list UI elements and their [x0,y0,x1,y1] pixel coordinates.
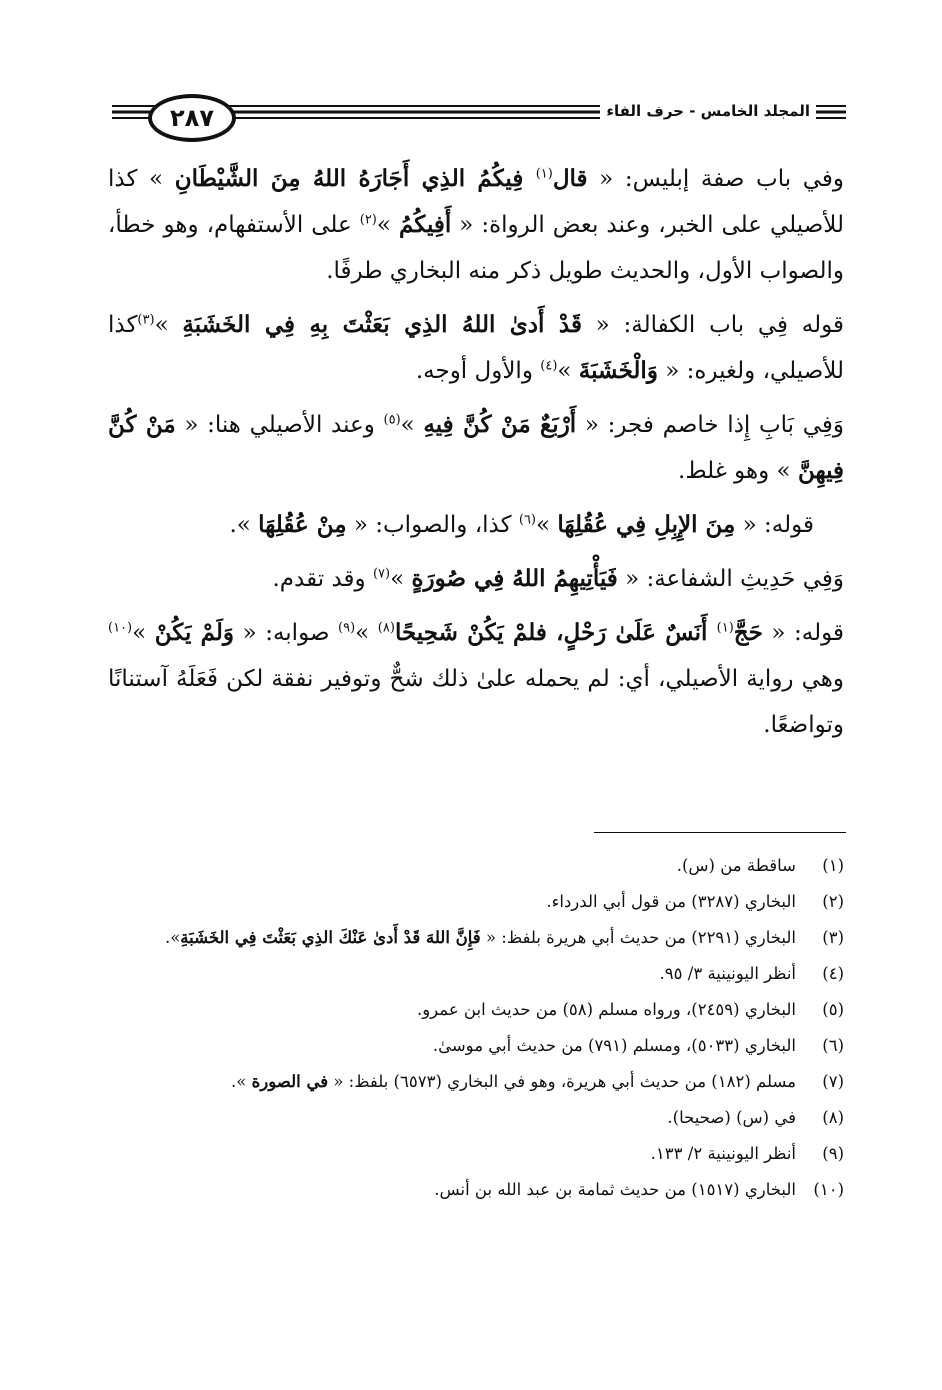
footnote-marker: (٨) [377,620,395,636]
footnote-marker: (٦) [518,512,536,528]
footnote [108,1172,844,1208]
header-rule-lines [0,0,942,150]
footnote-number: (١٠) [813,1180,844,1199]
footnote [108,1100,844,1136]
paragraph [108,610,844,748]
text-run: على الأستفهام، وهو خطأ، والصواب الأول، والحديث طويل ذكر منه البخاري طرفًا. [108,212,844,284]
footnote-number: (٨) [822,1108,844,1127]
footnote-number: (٩) [822,1144,844,1163]
footnote-number: (٣) [822,928,844,947]
footnote-text [108,956,796,992]
footnote [108,1028,844,1064]
footnote-text [108,1100,796,1136]
text-run: ». [164,928,181,947]
footnote-marker: (٥) [383,412,401,428]
text-run: ». [229,512,259,538]
text-run: وفي باب صفة إبليس: « [587,166,845,192]
text-run: » [536,512,558,538]
footnote-marker: (٧) [372,566,391,582]
quoted-text: في الصورة [251,1072,329,1091]
footnote-marker: (٩) [338,620,356,636]
text-run: ساقطة من (س). [676,856,796,875]
text-run: كذا، والصواب: « [346,512,519,538]
text-run: وهي رواية الأصيلي، أي: لم يحمله علىٰ ذلك شحٌّ وتوفير نفقة لكن فَعَلَهُ آستنانًا وتواضعًا. [108,666,844,738]
footnote-marker: (٢) [359,212,377,228]
text-run: قوله: « [735,512,814,538]
footnote-text [108,848,796,884]
paragraph [108,402,844,494]
text-run: كذا للأصيلي، ولغيره: « [108,312,844,384]
footnote-number: (٤) [822,964,844,983]
text-run: قوله: « [762,620,844,646]
footnote-separator [594,832,846,833]
footnote-marker: (١) [535,166,553,182]
footnote-text [108,992,796,1028]
page-header [0,0,942,150]
paragraph [108,156,844,294]
text-run: أنظر اليونينية ٣/ ٩٥. [659,964,796,983]
text-run: ». [231,1072,252,1091]
text-run: » [557,358,579,384]
quoted-text: أَنَسٌ عَلَىٰ رَحْلٍ، فلمْ يَكُنْ شَحِيحًا [394,619,717,646]
text-run: في (س) (صحيحا). [667,1108,796,1127]
footnote [108,956,844,992]
quoted-text: قال [552,165,588,192]
running-title: المجلد الخامس - حرف الفاء [600,102,816,120]
text-run: مسلم (١٨٢) من حديث أبي هريرة، وهو في البخاري (٦٥٧٣) بلفظ: « [328,1072,796,1091]
footnote-marker: (٤) [540,358,558,374]
quoted-text: أَفِيكُمُ [398,211,452,238]
text-run: » [154,312,183,338]
text-run: وعند الأصيلي هنا: « [175,412,384,438]
footnote [108,1136,844,1172]
footnotes [108,848,844,1208]
text-run: وَفِي بَابِ إِذا خاصم فجر: « [576,412,844,438]
text-run: قوله فِي باب الكفالة: « [581,312,844,338]
footnote-text [108,1172,796,1208]
footnote [108,992,844,1028]
footnote-marker: (٣) [137,312,155,328]
footnote-number: (٧) [822,1072,844,1091]
quoted-text: مَنْ كُنَّ فِيهِنَّ [108,411,844,484]
footnote-number: (١) [822,856,844,875]
footnote-number: (٥) [822,1000,844,1019]
text-run: البخاري (١٥١٧) من حديث ثمامة بن عبد الله بن أنس. [434,1180,796,1199]
text-run: » [376,212,399,238]
text-run: البخاري (٢٤٥٩)، ورواه مسلم (٥٨) من حديث ابن عمرو. [416,1000,796,1019]
text-run: صوابه: « [234,620,339,646]
footnote-text [108,1028,796,1064]
footnote-text [108,920,796,956]
footnote-marker: (١) [716,620,734,636]
footnote-text [108,1064,796,1100]
footnote-number: (٦) [822,1036,844,1055]
footnote [108,920,844,956]
footnote [108,884,844,920]
quoted-text: مِنْ عُقُلِهَا [258,511,347,538]
quoted-text: مِنَ الإِبِلِ فِي عُقُلِهَا [557,511,736,538]
text-run: وَفِي حَدِيثِ الشفاعة: « [617,566,844,592]
footnote-number: (٢) [822,892,844,911]
text-run: » [355,620,378,646]
text-run: وقد تقدم. [272,566,373,592]
text-run: » [132,620,155,646]
text-run: » كذا للأصيلي على الخبر، وعند بعض الرواة: « [108,166,844,238]
quoted-text: فَإِنَّ اللهَ قَدْ أَدىٰ عَنْكَ الذِي بَعَثْتَ فِي الخَشَبَةِ [180,928,481,947]
text-run: البخاري (٥٠٣٣)، ومسلم (٧٩١) من حديث أبي موسىٰ. [432,1036,796,1055]
footnote-text [108,1136,796,1172]
footnote-text [108,884,796,920]
footnote [108,1064,844,1100]
quoted-text: وَالْخَشَبَةَ [578,357,658,384]
paragraph [108,556,844,602]
page-number: ٢٨٧ [148,94,236,142]
quoted-text: وَلَمْ يَكُنْ [154,619,235,646]
text-run: » وهو غلط. [678,458,798,484]
footnote [108,848,844,884]
quoted-text: فِيكُمُ الذِي أَجَارَهُ اللهُ مِنَ الشَّيْطَانِ [174,165,536,192]
text-run: » [400,412,424,438]
text-run: والأول أوجه. [415,358,541,384]
quoted-text: حَجَّ [733,619,763,646]
paragraph [108,502,844,548]
text-run: البخاري (٢٢٩١) من حديث أبي هريرة بلفظ: « [480,928,796,947]
paragraph [108,302,844,394]
main-text [108,156,844,756]
text-run: أنظر اليونينية ٢/ ١٣٣. [650,1144,796,1163]
text-run: البخاري (٣٢٨٧) من قول أبي الدرداء. [546,892,796,911]
quoted-text: أَرْبَعٌ مَنْ كُنَّ فِيهِ [423,411,577,438]
quoted-text: فَيَأْتِيهِمُ اللهُ فِي صُورَةٍ [411,565,618,592]
footnote-marker: (١٠) [108,620,133,636]
quoted-text: قَدْ أَدىٰ اللهُ الذِي بَعَثْتَ بِهِ فِي الخَشَبَةِ [182,311,582,338]
text-run: » [390,566,412,592]
